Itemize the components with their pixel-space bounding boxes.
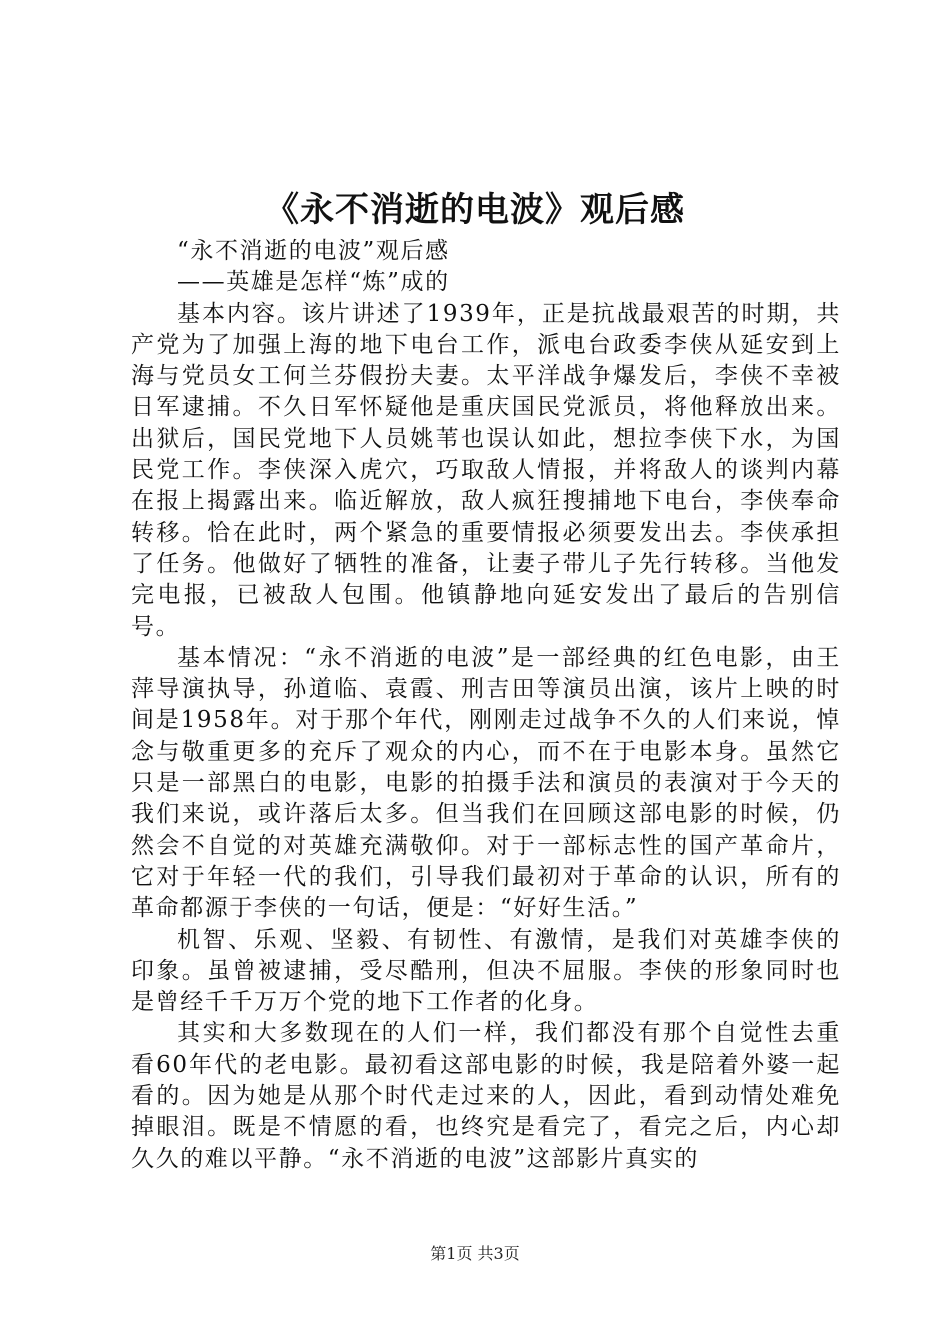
- page-footer: 第1页 共3页: [430, 1244, 520, 1263]
- paragraph-basic-info: 基本情况：“永不消逝的电波”是一部经典的红色电影，由王萍导演执导，孙道临、袁霞、刑吉田等演员出演，该片上映的时间是1958年。对于那个年代，刚刚走过战争不久的人们来说，悼念与敬重更多的充斥了观众的内心，而不在于电影本身。虽然它只是一部黑白的电影，电影的拍摄手法和演员的表演对于今天的我们来说，或许落后太多。但当我们在回顾这部电影的时候，仍然会不自觉的对英雄充满敬仰。对于一部标志性的国产革命片，它对于年轻一代的我们，引导我们最初对于革命的认识，所有的革命都源于李侠的一句话，便是：“好好生活。”: [131, 644, 841, 922]
- paragraph-subtitle: “永不消逝的电波”观后感: [177, 238, 450, 264]
- document-body: [131, 236, 841, 1175]
- document-title: 《永不消逝的电波》观后感: [265, 190, 685, 230]
- paragraph-hero-impression: 机智、乐观、坚毅、有韧性、有激情，是我们对英雄李侠的印象。虽曾被逮捕，受尽酷刑，但决不屈服。李侠的形象同时也是曾经千千万万个党的地下工作者的化身。: [131, 926, 841, 1016]
- paragraph-tagline: ——英雄是怎样“炼”成的: [177, 269, 450, 296]
- paragraph-personal-view: 其实和大多数现在的人们一样，我们都没有那个自觉性去重看60年代的老电影。最初看这部电影的时候，我是陪着外婆一起看的。因为她是从那个时代走过来的人，因此，看到动情处难免掉眼泪。既是不情愿的看，也终究是看完了，看完之后，内心却久久的难以平静。“永不消逝的电波”这部影片真实的: [131, 1020, 841, 1172]
- paragraph-basic-content: 基本内容。该片讲述了1939年，正是抗战最艰苦的时期，共产党为了加强上海的地下电台工作，派电台政委李侠从延安到上海与党员女工何兰芬假扮夫妻。太平洋战争爆发后，李侠不幸被日军逮捕。不久日军怀疑他是重庆国民党派员，将他释放出来。出狱后，国民党地下人员姚苇也误认如此，想拉李侠下水，为国民党工作。李侠深入虎穴，巧取敌人情报，并将敌人的谈判内幕在报上揭露出来。临近解放，敌人疯狂搜捕地下电台，李侠奉命转移。恰在此时，两个紧急的重要情报必须要发出去。李侠承担了任务。他做好了牺牲的准备，让妻子带儿子先行转移。当他发完电报，已被敌人包围。他镇静地向延安发出了最后的告别信号。: [131, 300, 841, 640]
